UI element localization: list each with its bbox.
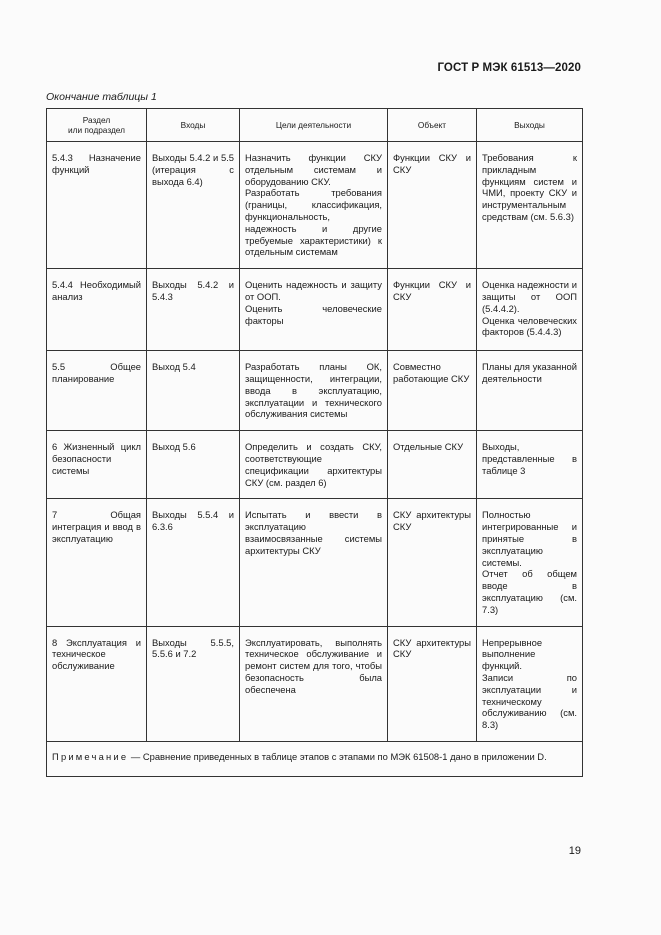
column-header-object: Объект (388, 109, 477, 142)
table-note-row (47, 741, 583, 776)
cell-section: 7 Общая интеграция и ввод в эксплуатацию (47, 499, 147, 626)
cell-outputs (477, 431, 583, 499)
cell-goals (240, 142, 388, 269)
table-row (47, 142, 583, 269)
cell-inputs: Выходы 5.5.5, 5.5.6 и 7.2 (147, 626, 240, 741)
page-number: 19 (568, 845, 581, 857)
table-note (47, 741, 583, 776)
table-row (47, 431, 583, 499)
goal-text: Оценить надежность и защиту от ООП. (245, 279, 382, 302)
cell-object: СКУ архитектуры СКУ (388, 626, 477, 741)
cell-inputs: Выход 5.6 (147, 431, 240, 499)
cell-inputs: Выходы 5.5.4 и 6.3.6 (147, 499, 240, 626)
activity-table (46, 108, 583, 777)
cell-object: Отдельные СКУ (388, 431, 477, 499)
cell-object: Функции СКУ и СКУ (388, 269, 477, 351)
standard-code: ГОСТ Р МЭК 61513—2020 (437, 62, 581, 74)
output-text: Выходы, представленные в таблице 3 (482, 441, 577, 476)
goal-text: Разработать требования (границы, классификация, функциональность, надежность и другие требуемые характеристики) к отдельным системам (245, 187, 382, 258)
output-text: Непрерывное выполнение функций. (482, 636, 543, 672)
cell-object: Совместно работающие СКУ (388, 351, 477, 431)
cell-goals (240, 431, 388, 499)
goal-text: Разработать планы ОК, защищенности, интеграции, ввода в эксплуатацию, эксплуатации и технического обслуживания системы (245, 361, 382, 420)
cell-section: 5.4.3 Назначение функций (47, 142, 147, 269)
table-caption: Окончание таблицы 1 (46, 91, 157, 103)
cell-outputs (477, 269, 583, 351)
table-row (47, 351, 583, 431)
output-text: Оценка надежности и защиты от ООП (5.4.4.2). (482, 279, 577, 314)
output-text: Оценка человеческих факторов (5.4.4.3) (482, 314, 577, 338)
cell-section: 5.5 Общее планирование (47, 351, 147, 431)
output-text: Отчет об общем вводе в эксплуатацию (см. 7.3) (482, 568, 577, 615)
cell-section: 5.4.4 Необходимый анализ (47, 269, 147, 351)
cell-section: 6 Жизненный цикл безопасности системы (47, 431, 147, 499)
table-row (47, 499, 583, 626)
goal-text: Оценить человеческие факторы (245, 302, 382, 326)
output-text: Планы для указанной деятельности (482, 361, 577, 384)
goal-text: Испытать и ввести в эксплуатацию взаимосвязанные системы архитектуры СКУ (245, 509, 382, 556)
note-text: — Сравнение приведенных в таблице этапов с этапами по МЭК 61508-1 дано в приложении D. (128, 750, 547, 762)
cell-goals (240, 499, 388, 626)
cell-goals (240, 269, 388, 351)
column-header-section: Раздел или подраздел (47, 109, 147, 142)
cell-object: Функции СКУ и СКУ (388, 142, 477, 269)
column-header-inputs: Входы (147, 109, 240, 142)
cell-section: 8 Эксплуатация и техническое обслуживание (47, 626, 147, 741)
cell-goals (240, 351, 388, 431)
cell-inputs: Выход 5.4 (147, 351, 240, 431)
column-header-goals: Цели деятельности (240, 109, 388, 142)
cell-outputs (477, 626, 583, 741)
note-label: Примечание (52, 750, 129, 762)
goal-text: Определить и создать СКУ, соответствующие спецификации архитектуры СКУ (см. раздел 6) (245, 441, 382, 488)
goal-text: Эксплуатировать, выполнять техническое обслуживание и ремонт систем для того, чтобы безопасность была обеспечена (245, 636, 382, 695)
goal-text: Назначить функции СКУ отдельным системам и оборудованию СКУ. (245, 152, 382, 187)
cell-inputs: Выходы 5.4.2 и 5.5 (итерация с выхода 6.4) (147, 142, 240, 269)
cell-object: СКУ архитектуры СКУ (388, 499, 477, 626)
output-text: Полностью интегрированные и принятые в эксплуатацию системы. (482, 509, 577, 568)
cell-goals (240, 626, 388, 741)
cell-outputs (477, 351, 583, 431)
table-header-row (47, 109, 583, 142)
cell-inputs: Выходы 5.4.2 и 5.4.3 (147, 269, 240, 351)
column-header-outputs: Выходы (477, 109, 583, 142)
table-row (47, 269, 583, 351)
table-row (47, 626, 583, 741)
output-text: Записи по эксплуатации и техническому обслуживанию (см. 8.3) (482, 671, 577, 731)
output-text: Требования к прикладным функциям систем и ЧМИ, проекту СКУ и инструментальным средствам (см. 5.6.3) (482, 152, 577, 222)
cell-outputs (477, 142, 583, 269)
cell-outputs (477, 499, 583, 626)
